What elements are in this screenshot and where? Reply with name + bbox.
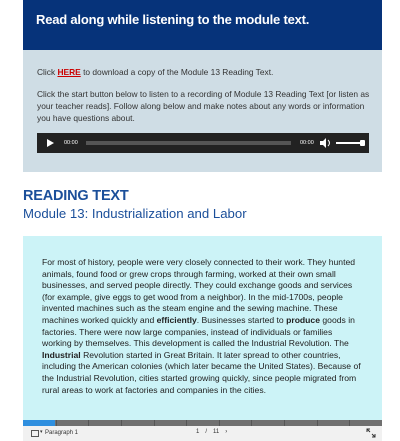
bold-term: produce bbox=[286, 314, 320, 325]
page-current: 1 bbox=[196, 429, 200, 435]
reading-panel bbox=[23, 236, 382, 420]
audio-player bbox=[37, 133, 369, 153]
bold-term: Industrial bbox=[42, 349, 81, 360]
section-title: READING TEXT bbox=[23, 188, 129, 204]
paragraph-label: Paragraph 1 bbox=[45, 430, 79, 436]
page-total: 11 bbox=[213, 429, 220, 435]
section-subtitle: Module 13: Industrialization and Labor bbox=[23, 206, 247, 221]
download-instruction bbox=[37, 66, 370, 78]
header-banner bbox=[23, 0, 382, 50]
header-title: Read along while listening to the module text. bbox=[36, 12, 310, 27]
volume-slider[interactable] bbox=[336, 142, 362, 144]
reading-text-part: For most of history, people were very closely connected to their work. They hunted animals, found food or grew crops through farming, worked at their own small businesses, and served people directly. They could exchange goods and services (for example, give eggs to get wood from a neighbor). In the mid-1700s, people invented machines such as the steam engine and the sewing machine. These machines worked quickly and bbox=[42, 257, 356, 325]
reading-paragraph bbox=[42, 257, 364, 396]
download-suffix: to download a copy of the Module 13 Reading Text. bbox=[80, 67, 274, 77]
expand-icon[interactable] bbox=[366, 428, 376, 438]
duration-time: 00:00 bbox=[300, 140, 314, 146]
audio-panel bbox=[23, 50, 382, 172]
reading-text-part: Revolution started in Great Britain. It later spread to other countries, including the American colonies (which later became the United States). Because of the Industrial Revolution, cities started growing quickly, since people migrated from rural areas to work at factories and companies in the cities. bbox=[42, 349, 361, 395]
chevron-down-icon[interactable]: ▾ bbox=[40, 429, 43, 435]
bold-term: efficiently bbox=[156, 314, 197, 325]
download-prefix: Click bbox=[37, 67, 58, 77]
current-time: 00:00 bbox=[64, 140, 78, 146]
reading-text-part: . Businesses started to bbox=[196, 314, 287, 325]
download-link[interactable]: HERE bbox=[57, 67, 81, 77]
page-separator: / bbox=[205, 429, 208, 435]
volume-icon[interactable] bbox=[320, 138, 332, 148]
seek-bar[interactable] bbox=[86, 141, 291, 145]
pager bbox=[193, 429, 230, 435]
volume-handle[interactable] bbox=[360, 140, 365, 146]
document-icon[interactable] bbox=[31, 430, 39, 437]
listen-instruction: Click the start button below to listen to a recording of Module 13 Reading Text [or listen as your teacher reads]. Follow along below and make notes about any words or information you have questions about. bbox=[37, 89, 370, 123]
play-icon[interactable] bbox=[47, 139, 54, 147]
next-page-button[interactable]: › bbox=[225, 429, 228, 435]
reading-text-part: goods in factories. There were now large companies, instead of individuals or families working by themselves. This development is called the Industrial Revolution. The bbox=[42, 314, 355, 349]
reader-toolbar bbox=[23, 426, 382, 441]
